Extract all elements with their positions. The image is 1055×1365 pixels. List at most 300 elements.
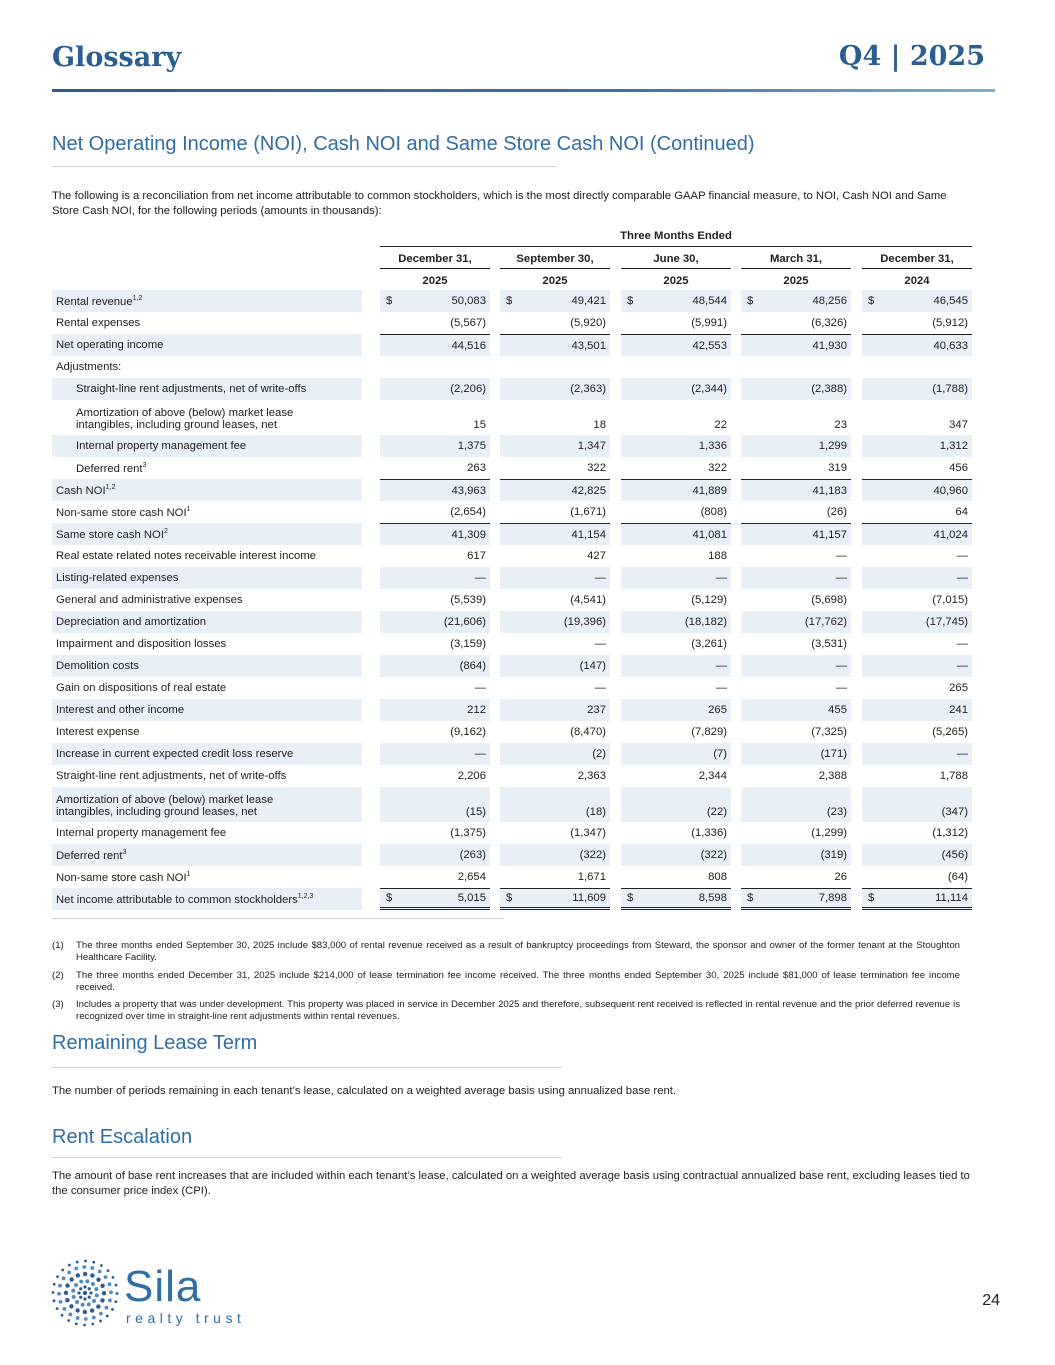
cell-value-text: 42,553 — [692, 339, 727, 352]
table-cell-value — [380, 545, 490, 567]
table-cell-value — [380, 356, 490, 378]
table-row — [52, 866, 972, 888]
table-cell-value — [862, 866, 972, 888]
cell-value-text: (18,182) — [684, 616, 727, 628]
footnote-text: Includes a property that was under development. This property was placed in service in December 2025 and therefore, subsequent rent received is reflected in rental revenue and the prior deferred revenue is recognized over time in straight-line rent adjustments within rental revenues. — [76, 999, 960, 1022]
cell-value-text: 48,544 — [692, 295, 727, 307]
table-cell-value — [862, 787, 972, 822]
cell-value-text: (347) — [941, 806, 968, 818]
footnote-reference: 3 — [142, 461, 147, 469]
table-cell-value — [380, 888, 490, 910]
row-label-text: Amortization of above (below) market lease intangibles, including ground leases, net — [56, 794, 274, 818]
cell-value-text: 64 — [955, 506, 968, 518]
table-cell-value — [500, 589, 610, 611]
footnote-reference: 3 — [122, 848, 127, 856]
cell-value-text: (2,654) — [450, 506, 486, 518]
footnote-text: The three months ended December 31, 2025 include $214,000 of lease termination fee income received. The three months ended September 30, 2025 include $81,000 of lease termination fee income received. — [76, 970, 960, 993]
row-label-text: Net operating income — [56, 339, 164, 351]
row-label-text: Internal property management fee — [76, 440, 247, 452]
row-label-text: Increase in current expected credit loss reserve — [56, 748, 294, 760]
table-cell-value — [621, 479, 731, 501]
table-cell-value — [862, 844, 972, 866]
cell-value-text: 41,024 — [933, 528, 968, 541]
cell-value-text: (23) — [826, 806, 847, 818]
table-cell-value — [380, 334, 490, 356]
table-group-header: Three Months Ended — [620, 230, 732, 242]
cell-value-text: 49,421 — [571, 295, 606, 307]
row-label — [52, 356, 362, 378]
cell-value-text: 41,157 — [812, 528, 847, 541]
table-cell-value — [862, 378, 972, 400]
row-label — [52, 866, 362, 888]
cell-value-text: 48,256 — [812, 295, 847, 307]
cell-value-text: (263) — [459, 849, 486, 861]
table-cell-value — [500, 312, 610, 334]
cell-value-text: 427 — [587, 550, 606, 562]
cell-value-text: 808 — [708, 871, 727, 883]
table-cell-value — [862, 457, 972, 479]
table-cell-value — [500, 787, 610, 822]
column-header-year: 2025 — [663, 275, 689, 287]
cell-value-text: (864) — [459, 660, 486, 672]
cell-value-text: 617 — [467, 550, 486, 562]
cell-value-text: (17,762) — [804, 616, 847, 628]
currency-symbol: $ — [506, 892, 513, 904]
row-label-text: Same store cash NOI — [56, 528, 164, 541]
table-cell-value — [741, 822, 851, 844]
table-row — [52, 356, 972, 378]
row-label — [52, 721, 362, 743]
table-cell-value — [862, 822, 972, 844]
cell-value-text: 241 — [949, 704, 968, 716]
cell-value-text: 455 — [828, 704, 847, 716]
cell-value-text: (322) — [700, 849, 727, 861]
cell-value-text: (1,671) — [570, 506, 606, 518]
row-label — [52, 501, 362, 523]
table-cell-value — [741, 655, 851, 677]
table-cell-value — [500, 567, 610, 589]
row-label — [52, 822, 362, 844]
cell-value-text: 1,299 — [818, 440, 847, 452]
row-label-text: Impairment and disposition losses — [56, 638, 227, 650]
cell-value-text: 1,336 — [698, 440, 727, 452]
cell-value-text: (9,162) — [450, 726, 486, 738]
cell-value-text: (5,912) — [932, 317, 968, 329]
cell-value-text: — — [956, 572, 968, 584]
table-row — [52, 312, 972, 334]
cell-value-text: (3,531) — [811, 638, 847, 650]
cell-value-text: (22) — [706, 806, 727, 818]
cell-value-text: (7,015) — [932, 594, 968, 606]
rent-escalation-divider — [52, 1157, 562, 1158]
row-label-text: Adjustments: — [56, 361, 122, 373]
table-group-header-rule — [380, 246, 972, 247]
table-cell-value — [862, 501, 972, 523]
cell-value-text: (1,788) — [932, 383, 968, 395]
currency-symbol: $ — [506, 295, 513, 307]
remaining-lease-term-title: Remaining Lease Term — [52, 1032, 258, 1054]
cell-value-text: — — [835, 682, 847, 694]
cell-value-text: 2,363 — [577, 770, 606, 782]
row-label-text: Demolition costs — [56, 660, 139, 672]
cell-value-text: (19,396) — [563, 616, 606, 628]
cell-value-text: 2,388 — [818, 770, 847, 782]
cell-value-text: 43,963 — [451, 484, 486, 497]
row-label — [52, 378, 362, 400]
cell-value-text: 50,083 — [451, 295, 486, 307]
cell-value-text: (2,388) — [811, 383, 847, 395]
table-cell-value — [380, 312, 490, 334]
table-cell-value — [380, 677, 490, 699]
table-cell-value — [500, 822, 610, 844]
table-cell-value — [862, 479, 972, 501]
table-cell-value — [862, 334, 972, 356]
table-cell-value — [621, 312, 731, 334]
row-label — [52, 523, 362, 545]
rent-escalation-title: Rent Escalation — [52, 1126, 193, 1148]
table-row — [52, 721, 972, 743]
cell-value-text: 1,312 — [939, 440, 968, 452]
table-end-divider — [52, 918, 504, 919]
table-row — [52, 765, 972, 787]
row-label-text: Non-same store cash NOI — [56, 506, 187, 519]
row-label — [52, 633, 362, 655]
table-cell-value — [862, 633, 972, 655]
table-cell-value — [621, 866, 731, 888]
period-label: Q4 | 2025 — [838, 41, 985, 72]
table-cell-value — [380, 633, 490, 655]
footnote-text: The three months ended September 30, 2025 include $83,000 of rental revenue received as a result of bankruptcy proceedings from Steward, the sponsor and owner of the former tenant at the Stoughton Healthcare Facility. — [76, 940, 960, 963]
table-cell-value — [500, 633, 610, 655]
row-label — [52, 400, 362, 435]
table-cell-value — [500, 699, 610, 721]
table-cell-value — [741, 334, 851, 356]
table-cell-value — [621, 523, 731, 545]
table-cell-value — [741, 888, 851, 910]
table-cell-value — [621, 655, 731, 677]
cell-value-text: — — [715, 682, 727, 694]
table-cell-value — [741, 501, 851, 523]
cell-value-text: (7) — [713, 748, 727, 760]
table-row — [52, 822, 972, 844]
table-cell-value — [500, 378, 610, 400]
cell-value-text: (3,261) — [691, 638, 727, 650]
cell-value-text: (4,541) — [570, 594, 606, 606]
footnote-reference: 2 — [164, 527, 168, 535]
table-cell-value — [741, 356, 851, 378]
table-cell-value — [621, 611, 731, 633]
table-row — [52, 655, 972, 677]
table-cell-value — [380, 523, 490, 545]
cell-value-text: (1,347) — [570, 827, 606, 839]
cell-value-text: 1,788 — [939, 770, 968, 782]
cell-value-text: — — [715, 572, 727, 584]
cell-value-text: 1,375 — [457, 440, 486, 452]
logo-subtitle: realty trust — [126, 1310, 246, 1326]
table-cell-value — [500, 765, 610, 787]
table-row — [52, 677, 972, 699]
row-label — [52, 743, 362, 765]
table-cell-value — [621, 356, 731, 378]
table-cell-value — [621, 501, 731, 523]
column-header-year: 2025 — [783, 275, 809, 287]
table-cell-value — [862, 435, 972, 457]
table-cell-value — [500, 334, 610, 356]
cell-value-text: 40,960 — [933, 484, 968, 497]
table-cell-value — [380, 844, 490, 866]
table-cell-value — [621, 677, 731, 699]
column-header-rule — [741, 268, 851, 269]
table-row — [52, 378, 972, 400]
table-cell-value — [500, 545, 610, 567]
remaining-lease-term-divider — [52, 1067, 562, 1068]
footnote-reference: 1 — [186, 870, 191, 878]
table-row — [52, 844, 972, 866]
cell-value-text: 322 — [587, 462, 606, 474]
table-cell-value — [741, 457, 851, 479]
table-cell-value — [621, 888, 731, 910]
cell-value-text: (322) — [579, 849, 606, 861]
currency-symbol: $ — [627, 892, 634, 904]
cell-value-text: 41,309 — [451, 528, 486, 541]
table-cell-value — [741, 400, 851, 435]
table-cell-value — [621, 545, 731, 567]
cell-value-text: (7,829) — [691, 726, 727, 738]
cell-value-text: (1,375) — [450, 827, 486, 839]
table-cell-value — [500, 866, 610, 888]
table-cell-value — [862, 523, 972, 545]
cell-value-text: 41,930 — [812, 339, 847, 352]
table-cell-value — [380, 743, 490, 765]
footnote-reference: 1 — [186, 505, 191, 513]
table-cell-value — [500, 457, 610, 479]
table-row — [52, 334, 972, 356]
table-cell-value — [380, 479, 490, 501]
table-cell-value — [862, 721, 972, 743]
table-cell-value — [621, 378, 731, 400]
table-cell-value — [741, 290, 851, 312]
table-cell-value — [380, 866, 490, 888]
row-label — [52, 611, 362, 633]
table-cell-value — [500, 400, 610, 435]
cell-value-text: (1,312) — [932, 827, 968, 839]
noi-section-divider — [52, 166, 557, 167]
table-row — [52, 787, 972, 822]
row-label — [52, 312, 362, 334]
currency-symbol: $ — [747, 295, 754, 307]
row-label — [52, 655, 362, 677]
cell-value-text: 43,501 — [571, 339, 606, 352]
table-cell-value — [741, 523, 851, 545]
table-cell-value — [500, 523, 610, 545]
table-cell-value — [621, 589, 731, 611]
table-cell-value — [621, 721, 731, 743]
column-header-rule — [380, 268, 490, 269]
row-label — [52, 677, 362, 699]
table-cell-value — [500, 655, 610, 677]
currency-symbol: $ — [868, 892, 875, 904]
table-cell-value — [500, 501, 610, 523]
row-label-text: Non-same store cash NOI — [56, 871, 187, 884]
cell-value-text: 11,114 — [935, 892, 968, 904]
table-cell-value — [741, 611, 851, 633]
row-label-text: Straight-line rent adjustments, net of write-offs — [76, 383, 307, 395]
row-label — [52, 844, 362, 866]
table-cell-value — [741, 479, 851, 501]
row-label-text: General and administrative expenses — [56, 594, 243, 606]
footnote-number: (2) — [52, 970, 64, 981]
table-cell-value — [862, 655, 972, 677]
cell-value-text: — — [474, 682, 486, 694]
row-label — [52, 334, 362, 356]
cell-value-text: (5,539) — [450, 594, 486, 606]
table-row — [52, 699, 972, 721]
cell-value-text: — — [835, 660, 847, 672]
column-header-month: March 31, — [769, 253, 823, 265]
column-header-rule — [500, 268, 610, 269]
table-cell-value — [380, 400, 490, 435]
page-title: Glossary — [52, 42, 182, 73]
table-cell-value — [500, 356, 610, 378]
table-cell-value — [621, 787, 731, 822]
currency-symbol: $ — [627, 295, 634, 307]
cell-value-text: (18) — [585, 806, 606, 818]
cell-value-text: — — [835, 550, 847, 562]
table-cell-value — [380, 699, 490, 721]
table-cell-value — [862, 699, 972, 721]
table-cell-value — [862, 888, 972, 910]
column-header-year: 2025 — [422, 275, 448, 287]
column-header-rule — [862, 268, 972, 269]
cell-value-text: (2,363) — [570, 383, 606, 395]
table-row — [52, 290, 972, 312]
cell-value-text: — — [956, 638, 968, 650]
cell-value-text: 5,015 — [457, 892, 486, 904]
table-cell-value — [380, 589, 490, 611]
table-cell-value — [862, 677, 972, 699]
cell-value-text: — — [474, 572, 486, 584]
remaining-lease-term-text: The number of periods remaining in each tenant’s lease, calculated on a weighted average basis using annualized base rent. — [52, 1085, 677, 1097]
cell-value-text: 44,516 — [451, 339, 486, 352]
table-cell-value — [621, 567, 731, 589]
cell-value-text: 42,825 — [571, 484, 606, 497]
cell-value-text: — — [956, 748, 968, 760]
currency-symbol: $ — [386, 295, 393, 307]
cell-value-text: 22 — [714, 419, 727, 431]
table-cell-value — [500, 743, 610, 765]
sila-logo-mark-icon — [50, 1258, 120, 1328]
cell-value-text: 15 — [473, 419, 486, 431]
cell-value-text: (5,698) — [811, 594, 847, 606]
cell-value-text: 1,347 — [577, 440, 606, 452]
row-label — [52, 765, 362, 787]
row-label-text: Interest expense — [56, 726, 140, 738]
table-row — [52, 400, 972, 435]
table-row — [52, 479, 972, 501]
cell-value-text: — — [594, 638, 606, 650]
noi-section-title: Net Operating Income (NOI), Cash NOI and Same Store Cash NOI (Continued) — [52, 133, 755, 155]
footnote-number: (3) — [52, 999, 64, 1010]
row-label — [52, 589, 362, 611]
table-cell-value — [380, 765, 490, 787]
cell-value-text: (147) — [579, 660, 606, 672]
table-cell-value — [741, 743, 851, 765]
cell-value-text: (808) — [700, 506, 727, 518]
cell-value-text: 212 — [467, 704, 486, 716]
column-header-month: December 31, — [880, 253, 954, 265]
cell-value-text: (5,129) — [691, 594, 727, 606]
table-cell-value — [741, 633, 851, 655]
table-cell-value — [500, 677, 610, 699]
table-row — [52, 435, 972, 457]
row-label-text: Cash NOI — [56, 484, 106, 497]
cell-value-text: (15) — [465, 806, 486, 818]
cell-value-text: (21,606) — [443, 616, 486, 628]
cell-value-text: 11,609 — [572, 892, 606, 904]
row-label — [52, 479, 362, 501]
logo-wordmark: Sila — [124, 1262, 202, 1311]
cell-value-text: 319 — [828, 462, 847, 474]
table-row — [52, 545, 972, 567]
row-label-text: Amortization of above (below) market lease intangibles, including ground leases, net — [76, 407, 294, 431]
row-label — [52, 545, 362, 567]
table-cell-value — [500, 479, 610, 501]
row-label — [52, 290, 362, 312]
cell-value-text: — — [474, 748, 486, 760]
cell-value-text: (456) — [941, 849, 968, 861]
currency-symbol: $ — [386, 892, 393, 904]
table-cell-value — [380, 787, 490, 822]
table-cell-value — [621, 435, 731, 457]
row-label-text: Internal property management fee — [56, 827, 227, 839]
cell-value-text: (6,326) — [811, 317, 847, 329]
cell-value-text: (171) — [820, 748, 847, 760]
table-cell-value — [862, 567, 972, 589]
row-label-text: Depreciation and amortization — [56, 616, 207, 628]
table-cell-value — [621, 765, 731, 787]
currency-symbol: $ — [868, 295, 875, 307]
row-label-text: Listing-related expenses — [56, 572, 179, 584]
cell-value-text: (2,206) — [450, 383, 486, 395]
cell-value-text: (2,344) — [691, 383, 727, 395]
row-label-text: Rental revenue — [56, 295, 133, 308]
cell-value-text: — — [594, 572, 606, 584]
table-cell-value — [380, 611, 490, 633]
footnote-reference: 1,2,3 — [297, 892, 314, 900]
table-cell-value — [741, 589, 851, 611]
column-header-year: 2024 — [904, 275, 930, 287]
table-cell-value — [741, 435, 851, 457]
header-divider — [52, 89, 995, 92]
cell-value-text: 1,671 — [577, 871, 606, 883]
cell-value-text: (7,325) — [811, 726, 847, 738]
table-cell-value — [500, 611, 610, 633]
row-label-text: Interest and other income — [56, 704, 185, 716]
table-cell-value — [621, 334, 731, 356]
cell-value-text: 18 — [593, 419, 606, 431]
table-cell-value — [862, 589, 972, 611]
table-cell-value — [741, 721, 851, 743]
table-row — [52, 457, 972, 479]
cell-value-text: — — [956, 550, 968, 562]
column-header-month: December 31, — [398, 253, 472, 265]
cell-value-text: 265 — [949, 682, 968, 694]
footnote-number: (1) — [52, 940, 64, 951]
table-cell-value — [862, 400, 972, 435]
cell-value-text: 322 — [708, 462, 727, 474]
table-cell-value — [380, 655, 490, 677]
table-cell-value — [862, 312, 972, 334]
